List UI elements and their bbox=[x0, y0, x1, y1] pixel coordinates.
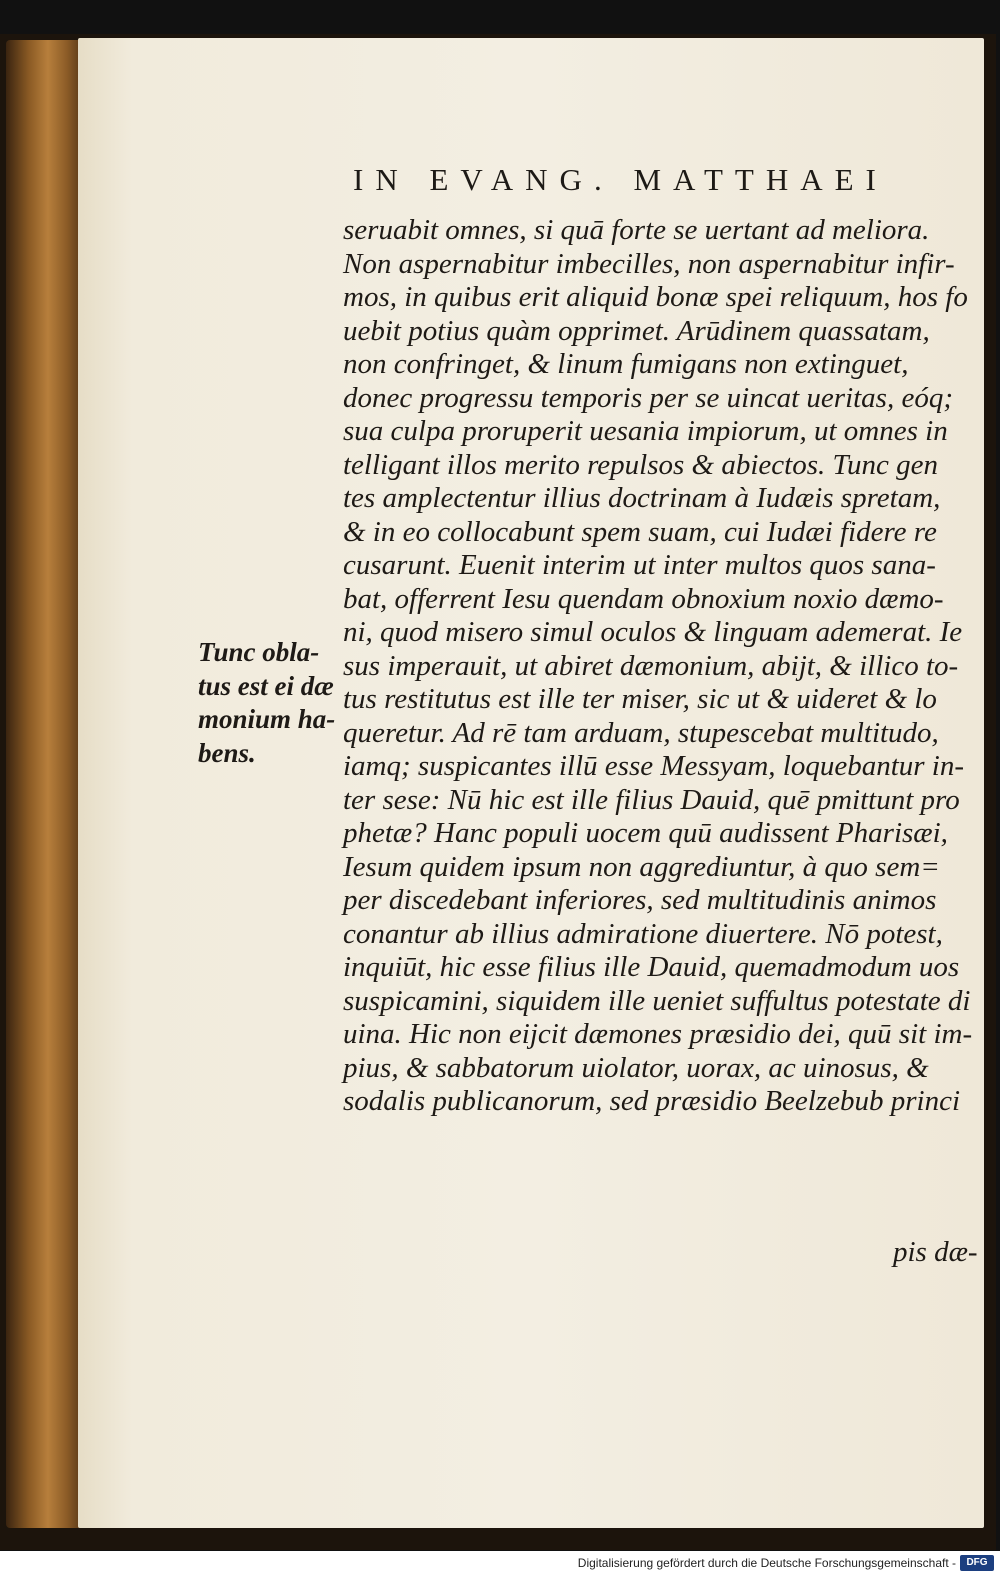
text-line: queretur. Ad rē tam arduam, stupescebat multitudo, bbox=[343, 716, 939, 749]
text-line: inquiūt, hic esse filius ille Dauid, quemadmodum uos bbox=[343, 951, 960, 983]
text-line: uebit potius quàm opprimet. Arūdinem quassatam, bbox=[343, 314, 930, 347]
text-line: sodalis publicanorum, sed præsidio Beelzebub princi bbox=[343, 1085, 961, 1117]
text-line: suspicamini, siquidem ille ueniet suffultus potestate di bbox=[343, 984, 971, 1017]
marginal-line: bens. bbox=[198, 737, 256, 768]
text-line: pius, & sabbatorum uiolator, uorax, ac uinosus, & bbox=[343, 1051, 929, 1084]
text-line: bat, offerrent Iesu quendam obnoxium noxio dæmo- bbox=[343, 582, 944, 615]
marginal-line: monium ha- bbox=[198, 704, 336, 734]
text-line: uina. Hic non eijcit dæmones præsidio dei, quū sit im- bbox=[343, 1018, 973, 1050]
marginal-line: Tunc obla- bbox=[198, 637, 320, 667]
dfg-logo: DFG bbox=[960, 1555, 994, 1571]
footer-bar bbox=[0, 1551, 1000, 1576]
text-line: conantur ab illius admiratione diuertere. Nō potest, bbox=[343, 917, 943, 950]
text-line: sus imperauit, ut abiret dæmonium, abijt, & illico to- bbox=[343, 649, 959, 682]
text-line: tes amplectentur illius doctrinam à Iudæis spretam, bbox=[343, 482, 941, 514]
text-line: telligant illos merito repulsos & abiectos. Tunc gen bbox=[343, 448, 939, 481]
catchword: pis dæ- bbox=[893, 1236, 978, 1268]
text-line: mos, in quibus erit aliquid bonæ spei reliquum, hos fo bbox=[343, 281, 968, 313]
text-line: cusarunt. Euenit interim ut inter multos quos sana- bbox=[343, 549, 936, 581]
text-line: ter sese: Nū hic est ille filius Dauid, quē pmittunt pro bbox=[343, 783, 960, 816]
text-line: Non aspernabitur imbecilles, non aspernabitur infir- bbox=[343, 247, 955, 280]
page-edge bbox=[6, 40, 82, 1528]
text-line: iamq; suspicantes illū esse Messyam, loquebantur in- bbox=[343, 750, 965, 782]
text-line: non confringet, & linum fumigans non extinguet, bbox=[343, 348, 909, 380]
text-line: ni, quod misero simul oculos & linguam ademerat. Ie bbox=[343, 616, 963, 648]
footer-credit: Digitalisierung gefördert durch die Deutsche Forschungsgemeinschaft - bbox=[577, 1556, 956, 1570]
running-head: IN EVANG. MATTHAEI bbox=[353, 162, 888, 197]
text-line: per discedebant inferiores, sed multitudinis animos bbox=[343, 884, 937, 916]
text-line: phetæ? Hanc populi uocem quū audissent Pharisæi, bbox=[343, 817, 948, 849]
text-line: & in eo collocabunt spem suam, cui Iudæi fidere re bbox=[343, 515, 937, 548]
text-line: sua culpa proruperit uesania impiorum, ut omnes in bbox=[343, 415, 948, 447]
text-line: tus restitutus est ille ter miser, sic ut & uideret & lo bbox=[343, 683, 937, 715]
marginal-line: tus est ei dæ bbox=[198, 670, 334, 701]
text-line: Iesum quidem ipsum non aggrediuntur, à quo sem= bbox=[343, 850, 940, 883]
body-text bbox=[343, 214, 983, 1119]
marginal-note bbox=[198, 636, 348, 770]
text-line: seruabit omnes, si quā forte se uertant ad meliora. bbox=[343, 214, 930, 246]
text-line: donec progressu temporis per se uincat ueritas, eóq; bbox=[343, 381, 953, 414]
